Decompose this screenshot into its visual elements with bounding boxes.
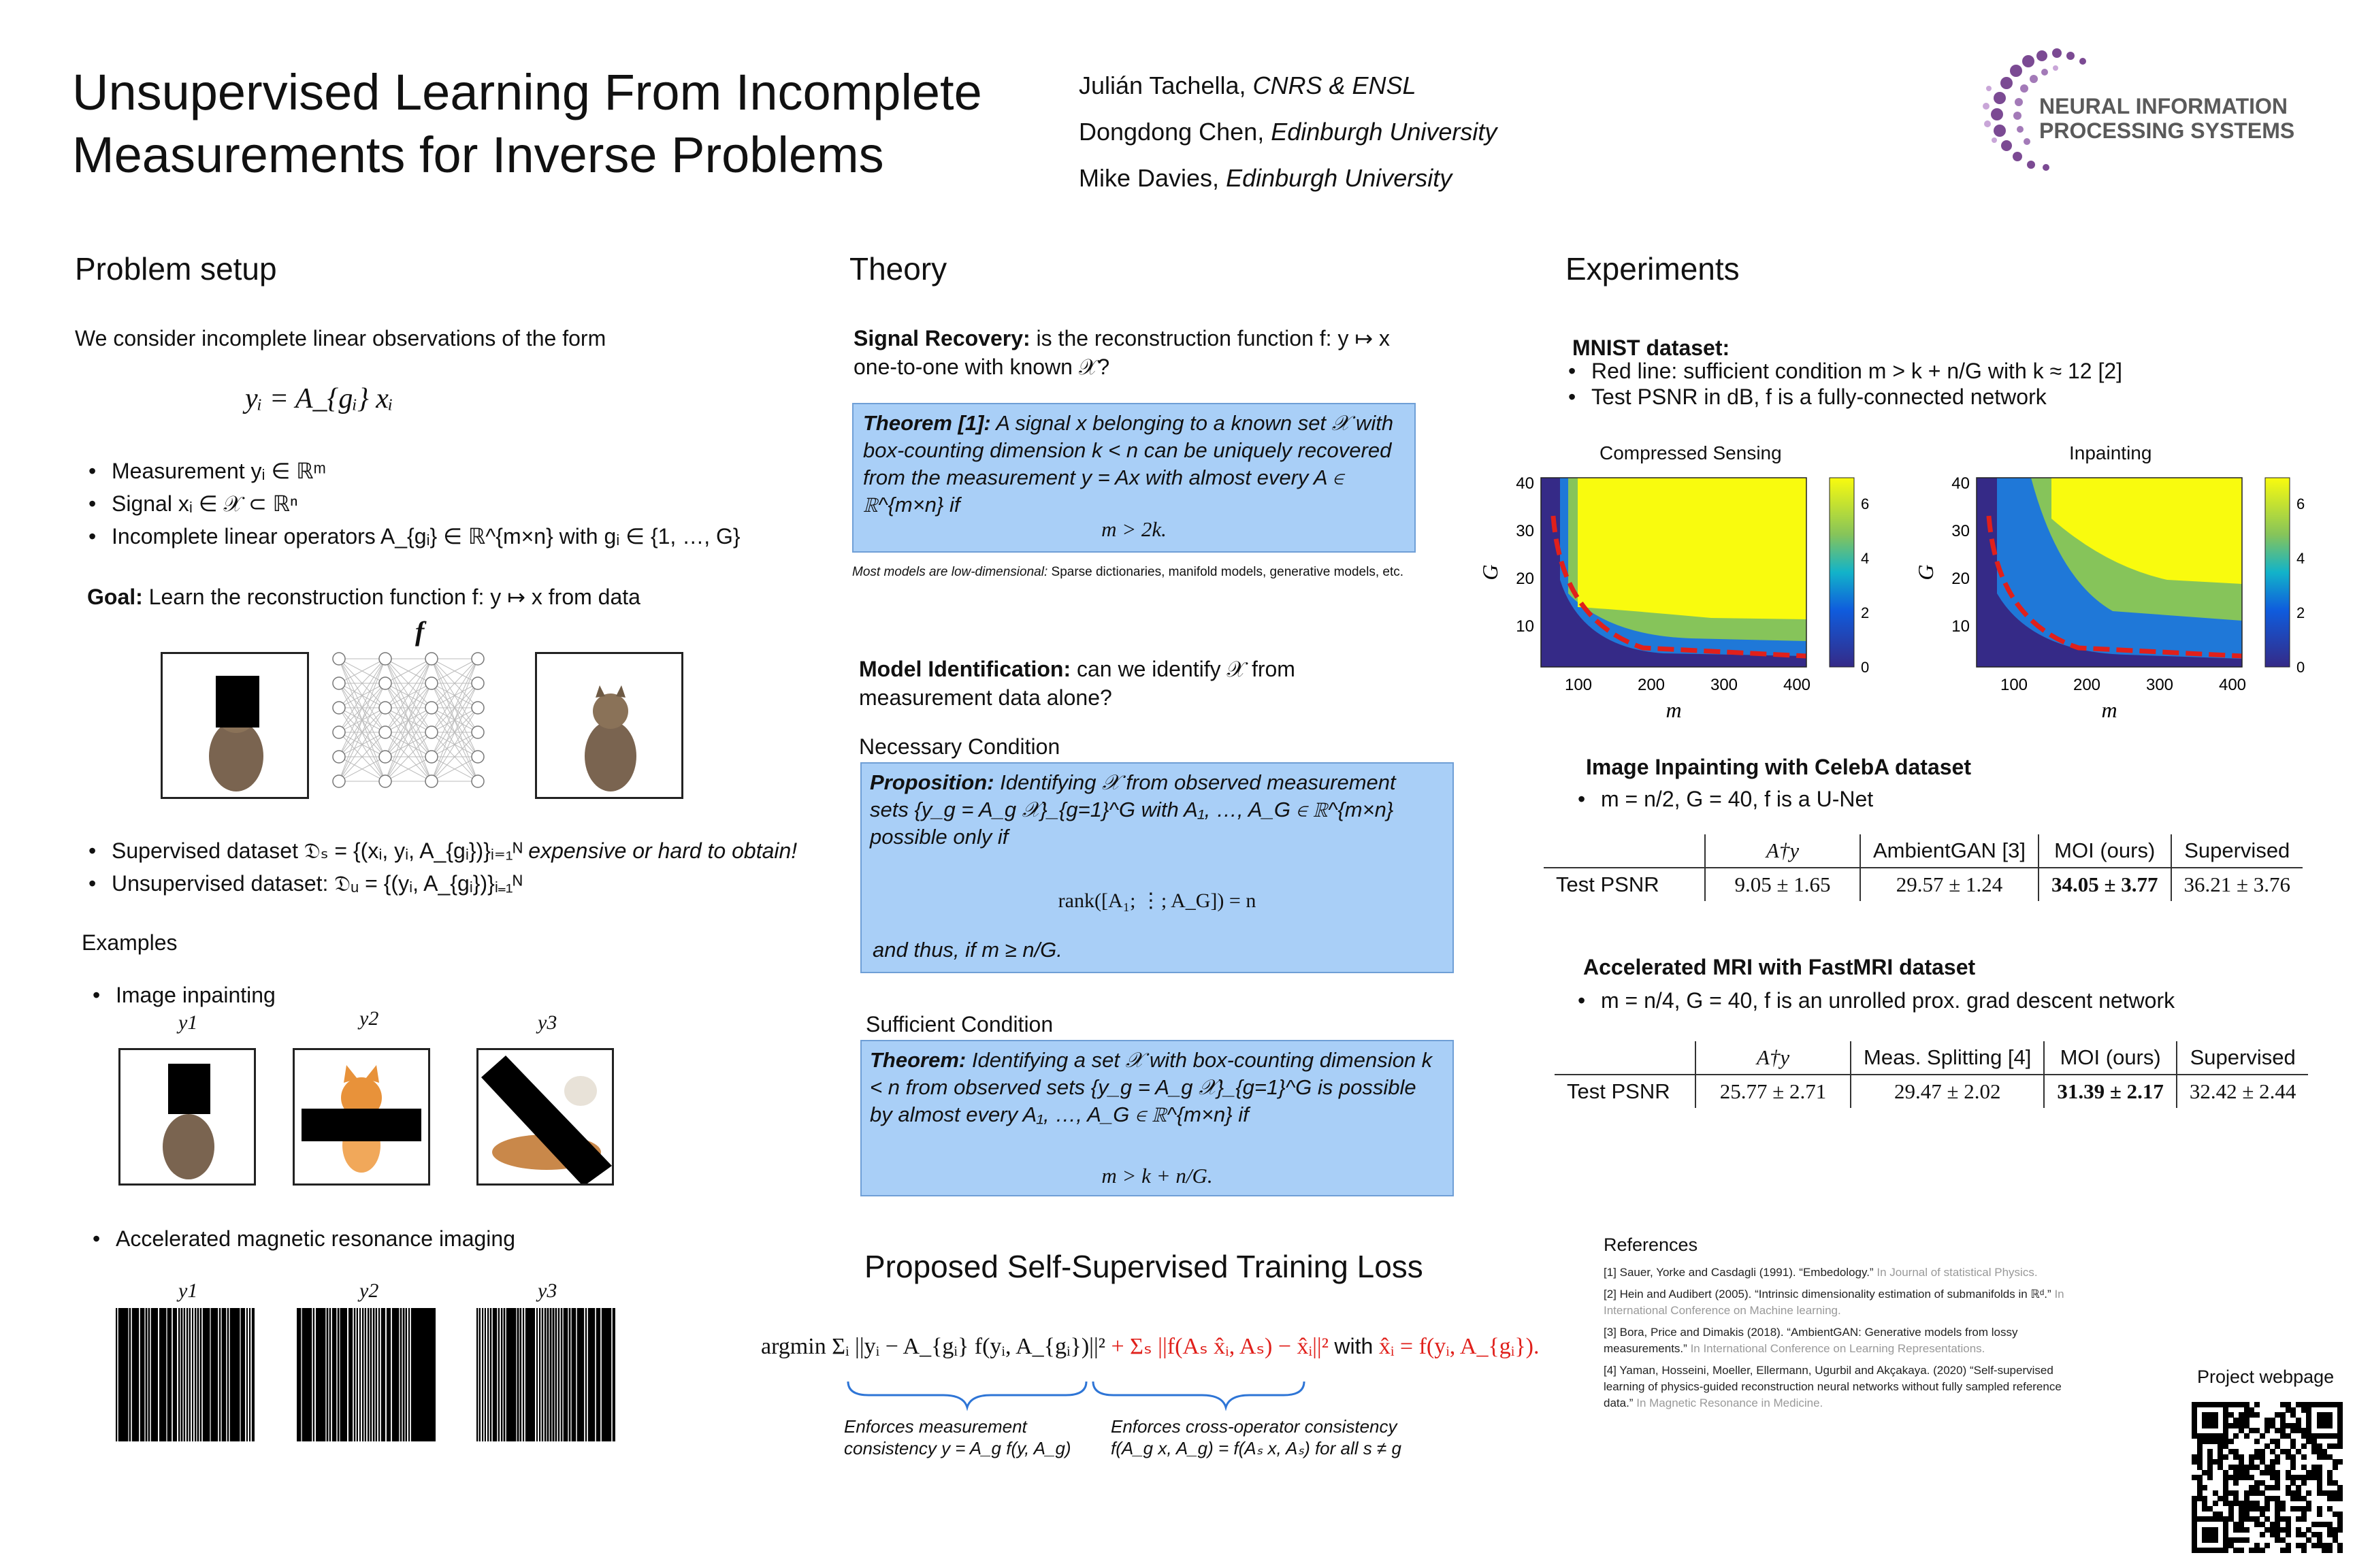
x-tick-label: 200: [1637, 676, 1666, 694]
nn-node: [425, 775, 438, 787]
qr-module: [2260, 1548, 2265, 1553]
bullet-signal: • Signal xᵢ ∈ 𝒳 ⊂ ℝⁿ: [83, 487, 764, 520]
colorbar-tick: 2: [2296, 604, 2305, 621]
nn-node: [333, 726, 345, 738]
qr-module: [2207, 1475, 2213, 1480]
nn-node: [379, 653, 391, 665]
signal-recovery: Signal Recovery: is the reconstruction function f: y ↦ x one-to-one with known 𝒳?: [854, 326, 1391, 379]
reference-4: [4] Yaman, Hosseini, Moeller, Ellermann, Ugurbil and Akçakaya. (2020) “Self-supervised learning of physics-guided reconstruction neural networks without fully sampled reference data.” In Magnetic Resonance in Medicine.: [1604, 1364, 2062, 1409]
nn-node: [379, 702, 391, 714]
qr-module: [2239, 1548, 2244, 1553]
qr-module: [2337, 1496, 2343, 1501]
nn-node: [333, 751, 345, 763]
necessary-label: Necessary Condition: [859, 734, 1060, 759]
qr-module: [2228, 1439, 2234, 1444]
qr-module: [2254, 1402, 2260, 1407]
y-tick-label: 10: [1951, 617, 1970, 636]
x-axis-label: m: [1666, 698, 1682, 722]
x-tick-label: 100: [2000, 676, 2028, 694]
cat-icon: [478, 1050, 612, 1183]
qr-module: [2337, 1548, 2343, 1553]
loss-braces: [841, 1377, 1318, 1411]
nn-node: [472, 702, 484, 714]
plot1-title: Compressed Sensing: [1599, 442, 1782, 463]
contour-plot-compressed-sensing: [1478, 470, 1919, 728]
qr-module: [2327, 1548, 2333, 1553]
y-tick-label: 40: [1516, 474, 1534, 493]
mri-label-y1: y1: [178, 1279, 198, 1302]
mri-results-table: A†y Meas. Splitting [4] MOI (ours) Supervised Test PSNR 25.77 ± 2.71 29.47 ± 2.02 31.39 ± 2.17 32.42 ± 2.44: [1555, 1041, 2308, 1108]
qr-module: [2306, 1506, 2311, 1512]
inpaint-example-2: [293, 1048, 430, 1186]
proposition-box: [860, 762, 1454, 973]
qr-code[interactable]: [2192, 1402, 2343, 1553]
author-1: Julián Tachella, CNRS & ENSL: [1079, 71, 1416, 99]
y-tick-label: 40: [1951, 474, 1970, 493]
sufficient-label: Sufficient Condition: [866, 1012, 1054, 1036]
author-3: Mike Davies, Edinburgh University: [1079, 164, 1452, 192]
y-tick-label: 30: [1516, 522, 1534, 540]
nn-node: [379, 677, 391, 689]
nn-node: [425, 751, 438, 763]
cat-icon: [120, 1050, 254, 1183]
theorem2-box: [860, 1040, 1454, 1196]
loss-heading: Proposed Self-Supervised Training Loss: [864, 1249, 1423, 1284]
model-identification: Model Identification: can we identify 𝒳 from measurement data alone?: [859, 657, 1295, 710]
logo-text: NEURAL INFORMATION PROCESSING SYSTEMS: [2039, 94, 2295, 143]
nn-node: [379, 726, 391, 738]
nn-node: [425, 653, 438, 665]
theorem1-equation: m > 2k.: [1101, 517, 1167, 541]
celeba-label: Image Inpainting with CelebA dataset: [1586, 755, 1971, 779]
nn-node: [472, 677, 484, 689]
x-tick-label: 100: [1564, 676, 1593, 694]
mri-mask-1: [116, 1308, 255, 1441]
network-label: f: [415, 616, 425, 647]
cat-icon: [295, 1050, 428, 1183]
problem-heading: Problem setup: [75, 251, 277, 287]
bullet-unsupervised: • Unsupervised dataset: 𝔇ᵤ = {(yᵢ, A_{gᵢ})}ᵢ₌₁ᴺ: [83, 867, 832, 900]
reference-2: [2] Hein and Audibert (2005). “Intrinsic dimensionality estimation of submanifolds in ℝᵈ.” In International Conference on Machine learning.: [1604, 1288, 2064, 1317]
qr-module: [2337, 1443, 2343, 1449]
qr-module: [2280, 1506, 2286, 1512]
references-heading: References: [1604, 1235, 1698, 1255]
dataset-bullets: [83, 834, 832, 900]
experiments-heading: Experiments: [1565, 251, 1740, 287]
nn-node: [472, 726, 484, 738]
celeba-results-table: A†y AmbientGAN [3] MOI (ours) Supervised Test PSNR 9.05 ± 1.65 29.57 ± 1.24 34.05 ± 3.77 36.21 ± 3.76: [1544, 834, 2303, 901]
theorem2-equation: m > k + n/G.: [1101, 1164, 1213, 1188]
nn-node: [333, 653, 345, 665]
brace2-caption: Enforces cross-operator consistency f(A_g x, A_g) = f(Aₛ x, Aₛ) for all s ≠ g: [1111, 1416, 1401, 1458]
qr-module: [2264, 1543, 2270, 1548]
qr-module: [2213, 1423, 2218, 1428]
colorbar: [2265, 478, 2290, 667]
cat-icon: [537, 654, 681, 797]
colorbar: [1830, 478, 1854, 667]
y-tick-label: 20: [1951, 570, 1970, 588]
mri-mask-3: [476, 1308, 615, 1441]
nn-node: [379, 751, 391, 763]
qr-module: [2301, 1516, 2307, 1522]
colorbar-tick: 4: [2296, 550, 2305, 567]
inpaint-example-3: [476, 1048, 614, 1186]
qr-module: [2233, 1480, 2239, 1486]
qr-module: [2301, 1480, 2307, 1486]
cat-icon: [163, 654, 307, 797]
bullet-operators: • Incomplete linear operators A_{gᵢ} ∈ ℝ^{m×n} with gᵢ ∈ {1, …, G}: [83, 520, 764, 553]
qr-module: [2264, 1506, 2270, 1512]
qr-module: [2254, 1412, 2260, 1418]
nn-node: [379, 775, 391, 787]
colorbar-tick: 6: [2296, 495, 2305, 512]
bullet-measurement: • Measurement yᵢ ∈ ℝᵐ: [83, 455, 764, 487]
nn-node: [333, 775, 345, 787]
nn-node: [333, 702, 345, 714]
mnist-label: MNIST dataset:: [1572, 336, 1730, 360]
qr-module: [2233, 1433, 2239, 1439]
colorbar-tick: 0: [1861, 659, 1870, 676]
colorbar-tick: 4: [1861, 550, 1870, 567]
input-image: [161, 652, 309, 799]
x-tick-label: 400: [2218, 676, 2247, 694]
label-y1: y1: [178, 1011, 198, 1034]
output-image: [535, 652, 683, 799]
qr-module: [2264, 1428, 2270, 1433]
qr-module: [2333, 1465, 2338, 1470]
problem-bullets: [83, 455, 764, 553]
theorem1-text: Theorem [1]: A signal x belonging to a known set 𝒳 with box-counting dimension k < n can be uniquely recovered from the measurement y = Ax with almost every A ∈ ℝ^{m×n} if: [863, 411, 1394, 517]
x-axis-label: m: [2101, 698, 2117, 722]
nn-node: [333, 677, 345, 689]
goal-line: Goal: Learn the reconstruction function f: y ↦ x from data: [87, 585, 640, 609]
references-list: [1604, 1264, 2066, 1411]
qr-module: [2213, 1501, 2218, 1506]
nn-node: [472, 653, 484, 665]
qr-module: [2337, 1527, 2343, 1533]
qr-module: [2306, 1490, 2311, 1496]
qr-module: [2286, 1548, 2291, 1553]
rank-equation: rank([A₁; ⋮; A_G]) = n: [1058, 889, 1256, 912]
qr-module: [2275, 1459, 2280, 1465]
qr-module: [2286, 1532, 2291, 1537]
qr-module: [2275, 1485, 2280, 1490]
brace1-caption: Enforces measurement consistency y = A_g f(y, A_g): [844, 1416, 1071, 1458]
proposition-text: Proposition: Identifying 𝒳 from observed measurement sets {y_g = A_g 𝒳}_{g=1}^G with A₁, …, A_G ∈ ℝ^{m×n} possible only if: [870, 770, 1396, 849]
y-axis-label: G: [1913, 564, 1938, 581]
qr-module: [2254, 1439, 2260, 1444]
theory-heading: Theory: [849, 251, 947, 287]
theorem1-box: [852, 403, 1416, 553]
problem-intro: We consider incomplete linear observations of the form: [75, 326, 606, 350]
nn-node: [425, 702, 438, 714]
colorbar-tick: 2: [1861, 604, 1870, 621]
occlusion-mask: [216, 676, 259, 728]
examples-label: Examples: [82, 930, 178, 955]
nn-node: [472, 775, 484, 787]
contour-plot-inpainting: [1913, 470, 2355, 728]
qr-module: [2301, 1548, 2307, 1553]
neural-network-diagram: [320, 647, 524, 796]
x-tick-label: 300: [2145, 676, 2174, 694]
y-tick-label: 20: [1516, 570, 1534, 588]
qr-module: [2301, 1443, 2307, 1449]
qr-module: [2301, 1454, 2307, 1460]
reference-3: [3] Bora, Price and Dimakis (2018). “AmbientGAN: Generative models from lossy measurements.” In International Conference on Learning Representations.: [1604, 1326, 2018, 1355]
nn-node: [472, 751, 484, 763]
mri-mask-2: [297, 1308, 436, 1441]
qr-module: [2223, 1548, 2228, 1553]
label-y3: y3: [538, 1011, 557, 1034]
mri-label: Accelerated MRI with FastMRI dataset: [1583, 955, 1976, 979]
colorbar-tick: 0: [2296, 659, 2305, 676]
colorbar-tick: 6: [1861, 495, 1870, 512]
nn-node: [425, 677, 438, 689]
reference-1: [1] Sauer, Yorke and Casdagli (1991). “Embedology.” In Journal of statistical Physics.: [1604, 1266, 2038, 1279]
bullet-supervised: • Supervised dataset 𝔇ₛ = {(xᵢ, yᵢ, A_{gᵢ})}ᵢ₌₁ᴺ expensive or hard to obtain!: [83, 834, 832, 867]
qr-module: [2244, 1433, 2250, 1439]
example-inpainting: • Image inpainting: [87, 979, 276, 1011]
inpaint-example-1: [118, 1048, 256, 1186]
mri-label-y2: y2: [359, 1279, 379, 1302]
qr-module: [2213, 1537, 2218, 1543]
author-2: Dongdong Chen, Edinburgh University: [1079, 118, 1497, 146]
celeba-bullet: • m = n/2, G = 40, f is a U-Net: [1572, 783, 1873, 815]
qr-module: [2202, 1485, 2207, 1490]
label-y2: y2: [359, 1007, 379, 1030]
mri-bullet: • m = n/4, G = 40, f is an unrolled prox. grad descent network: [1572, 984, 2175, 1017]
qr-module: [2290, 1465, 2296, 1470]
loss-equation: argmin Σᵢ ||yᵢ − A_{gᵢ} f(yᵢ, A_{gᵢ})||² + Σₛ ||f(Aₛ x̂ᵢ, Aₛ) − x̂ᵢ||² with x̂ᵢ = f(yᵢ, A_{gᵢ}).: [761, 1334, 1540, 1359]
qr-module: [2244, 1527, 2250, 1533]
theorem2-text: Theorem: Identifying a set 𝒳 with box-counting dimension k < n from observed sets {y_g = A_g 𝒳}_{g=1}^G is possible by almost every A₁, …, A_G ∈ ℝ^{m×n} if: [870, 1048, 1433, 1126]
nn-node: [425, 726, 438, 738]
qr-module: [2317, 1512, 2322, 1517]
x-tick-label: 300: [1710, 676, 1738, 694]
mnist-bullets: • Red line: sufficient condition m > k + n/G with k ≈ 12 [2] • Test PSNR in dB, f is a fully-connected network: [1563, 358, 2122, 410]
qr-module: [2337, 1459, 2343, 1465]
qr-module: [2244, 1537, 2250, 1543]
model-equation: yᵢ = A_{gᵢ} xᵢ: [245, 383, 393, 414]
y-tick-label: 30: [1951, 522, 1970, 540]
example-mri: • Accelerated magnetic resonance imaging: [87, 1222, 515, 1255]
qr-module: [2260, 1532, 2265, 1537]
mri-label-y3: y3: [538, 1279, 557, 1302]
low-dim-note: Most models are low-dimensional: Sparse dictionaries, manifold models, generative models, etc.: [852, 565, 1403, 579]
y-axis-label: G: [1478, 564, 1502, 581]
x-tick-label: 400: [1783, 676, 1811, 694]
qr-module: [2260, 1433, 2265, 1439]
qr-module: [2223, 1454, 2228, 1460]
neurips-logo: [1974, 44, 2328, 173]
plot2-title: Inpainting: [2069, 442, 2152, 463]
poster-title: Unsupervised Learning From Incomplete Measurements for Inverse Problems: [72, 64, 982, 183]
proposition-tail: and thus, if m ≥ n/G.: [873, 938, 1062, 962]
x-tick-label: 200: [2073, 676, 2101, 694]
qr-module: [2327, 1423, 2333, 1428]
project-webpage-label: Project webpage: [2197, 1367, 2335, 1387]
y-tick-label: 10: [1516, 617, 1534, 636]
